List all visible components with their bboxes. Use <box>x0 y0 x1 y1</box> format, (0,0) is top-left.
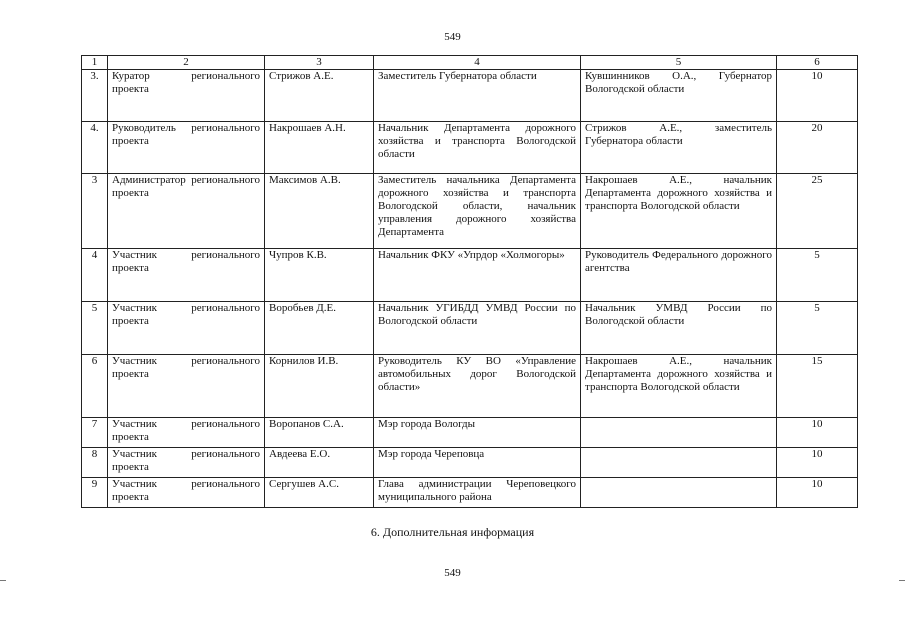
role-cell: Участник регионального проекта <box>108 355 265 418</box>
row-number: 6 <box>82 355 108 418</box>
share-cell: 20 <box>777 122 858 174</box>
participants-table <box>81 55 858 508</box>
position-cell: Начальник Департамента дорожного хозяйства и транспорта Вологодской области <box>374 122 581 174</box>
share-cell: 10 <box>777 70 858 122</box>
position-cell: Заместитель Губернатора области <box>374 70 581 122</box>
position-cell: Мэр города Череповца <box>374 448 581 478</box>
share-cell: 15 <box>777 355 858 418</box>
table-row <box>82 174 858 249</box>
header-row <box>82 56 858 70</box>
table-body <box>82 70 858 508</box>
role-cell: Куратор регионального проекта <box>108 70 265 122</box>
share-cell: 10 <box>777 418 858 448</box>
row-number: 4. <box>82 122 108 174</box>
table-header <box>82 56 858 70</box>
table-row <box>82 448 858 478</box>
share-cell: 5 <box>777 249 858 302</box>
supervisor-cell: Руководитель Федерального дорожного агентства <box>581 249 777 302</box>
position-cell: Заместитель начальника Департамента дорожного хозяйства и транспорта Вологодской области, начальник управления дорожного хозяйства Департамента <box>374 174 581 249</box>
edge-mark-right <box>899 580 905 581</box>
page-number-bottom: 549 <box>444 567 461 579</box>
row-number: 3. <box>82 70 108 122</box>
position-cell: Глава администрации Череповецкого муниципального района <box>374 478 581 508</box>
name-cell: Чупров К.В. <box>265 249 374 302</box>
table-row <box>82 418 858 448</box>
role-cell: Участник регионального проекта <box>108 448 265 478</box>
position-cell: Начальник УГИБДД УМВД России по Вологодской области <box>374 302 581 355</box>
name-cell: Воропанов С.А. <box>265 418 374 448</box>
section-heading: 6. Дополнительная информация <box>370 525 535 539</box>
name-cell: Корнилов И.В. <box>265 355 374 418</box>
supervisor-cell: Стрижов А.Е., заместитель Губернатора области <box>581 122 777 174</box>
page-number-top: 549 <box>444 31 461 43</box>
name-cell: Накрошаев А.Н. <box>265 122 374 174</box>
row-number: 4 <box>82 249 108 302</box>
table-row <box>82 70 858 122</box>
position-cell: Начальник ФКУ «Упрдор «Холмогоры» <box>374 249 581 302</box>
position-cell: Мэр города Вологды <box>374 418 581 448</box>
role-cell: Администратор регионального проекта <box>108 174 265 249</box>
name-cell: Воробьев Д.Е. <box>265 302 374 355</box>
table-row <box>82 478 858 508</box>
role-cell: Участник регионального проекта <box>108 249 265 302</box>
name-cell: Сергушев А.С. <box>265 478 374 508</box>
column-header: 6 <box>777 56 858 70</box>
share-cell: 10 <box>777 448 858 478</box>
supervisor-cell <box>581 418 777 448</box>
share-cell: 10 <box>777 478 858 508</box>
column-header: 1 <box>82 56 108 70</box>
row-number: 5 <box>82 302 108 355</box>
table-row <box>82 249 858 302</box>
row-number: 8 <box>82 448 108 478</box>
role-cell: Участник регионального проекта <box>108 302 265 355</box>
supervisor-cell: Накрошаев А.Е., начальник Департамента дорожного хозяйства и транспорта Вологодской области <box>581 355 777 418</box>
column-header: 5 <box>581 56 777 70</box>
share-cell: 5 <box>777 302 858 355</box>
supervisor-cell <box>581 478 777 508</box>
column-header: 3 <box>265 56 374 70</box>
name-cell: Стрижов А.Е. <box>265 70 374 122</box>
edge-mark-left <box>0 580 6 581</box>
supervisor-cell: Начальник УМВД России по Вологодской области <box>581 302 777 355</box>
supervisor-cell: Кувшинников О.А., Губернатор Вологодской области <box>581 70 777 122</box>
supervisor-cell <box>581 448 777 478</box>
supervisor-cell: Накрошаев А.Е., начальник Департамента дорожного хозяйства и транспорта Вологодской области <box>581 174 777 249</box>
table-row <box>82 302 858 355</box>
share-cell: 25 <box>777 174 858 249</box>
table-row <box>82 122 858 174</box>
position-cell: Руководитель КУ ВО «Управление автомобильных дорог Вологодской области» <box>374 355 581 418</box>
column-header: 2 <box>108 56 265 70</box>
role-cell: Участник регионального проекта <box>108 418 265 448</box>
name-cell: Авдеева Е.О. <box>265 448 374 478</box>
row-number: 7 <box>82 418 108 448</box>
table-row <box>82 355 858 418</box>
name-cell: Максимов А.В. <box>265 174 374 249</box>
column-header: 4 <box>374 56 581 70</box>
role-cell: Руководитель регионального проекта <box>108 122 265 174</box>
row-number: 3 <box>82 174 108 249</box>
role-cell: Участник регионального проекта <box>108 478 265 508</box>
row-number: 9 <box>82 478 108 508</box>
